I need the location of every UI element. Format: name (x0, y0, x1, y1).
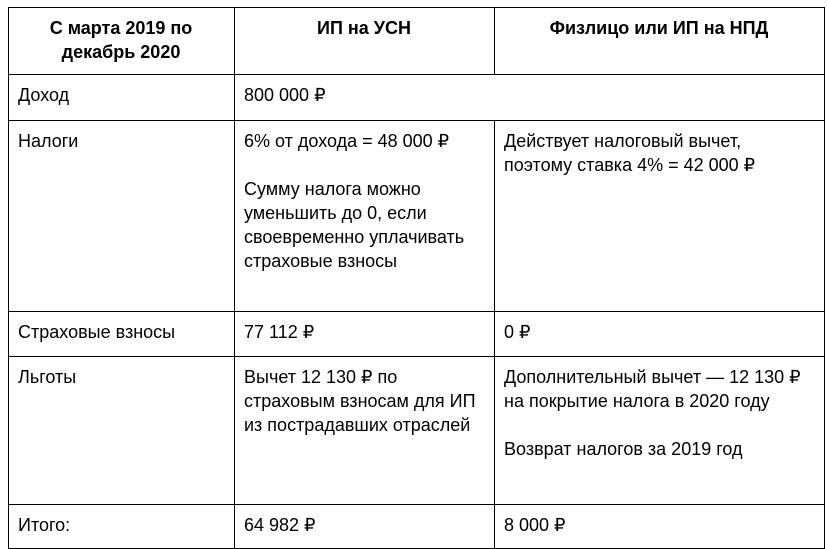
table-row-benefits (9, 357, 825, 505)
comparison-table (8, 7, 825, 549)
taxes-usn-note: Сумму налога можно уменьшить до 0, если своевременно уплачивать страховые взносы (244, 179, 465, 271)
insurance-usn: 77 112 ₽ (235, 312, 495, 357)
benefits-npd-refund: Возврат налогов за 2019 год (504, 439, 743, 459)
taxes-usn-cell (235, 121, 495, 312)
row-label-insurance: Страховые взносы (9, 312, 235, 357)
header-period: С марта 2019 по декабрь 2020 (9, 8, 235, 75)
taxes-npd-cell (495, 121, 825, 312)
taxes-npd-rate: Действует налоговый вычет, поэтому ставка 4% = 42 000 ₽ (504, 131, 756, 175)
income-value: 800 000 ₽ (235, 75, 825, 121)
total-npd: 8 000 ₽ (495, 505, 825, 549)
total-usn: 64 982 ₽ (235, 505, 495, 549)
table-header-row (9, 8, 825, 75)
row-label-total: Итого: (9, 505, 235, 549)
header-usn: ИП на УСН (235, 8, 495, 75)
table-row-taxes (9, 121, 825, 312)
benefits-npd-cell (495, 357, 825, 505)
header-npd: Физлицо или ИП на НПД (495, 8, 825, 75)
taxes-usn-rate: 6% от дохода = 48 000 ₽ (244, 131, 450, 151)
row-label-benefits: Льготы (9, 357, 235, 505)
table-row-income (9, 75, 825, 121)
row-label-income: Доход (9, 75, 235, 121)
benefits-usn-cell (235, 357, 495, 505)
benefits-npd-deduction: Дополнительный вычет — 12 130 ₽ на покрытие налога в 2020 году (504, 367, 801, 411)
table-row-total (9, 505, 825, 549)
row-label-taxes: Налоги (9, 121, 235, 312)
table-row-insurance (9, 312, 825, 357)
benefits-usn-text: Вычет 12 130 ₽ по страховым взносам для ИП из пострадавших отраслей (244, 367, 476, 435)
insurance-npd: 0 ₽ (495, 312, 825, 357)
